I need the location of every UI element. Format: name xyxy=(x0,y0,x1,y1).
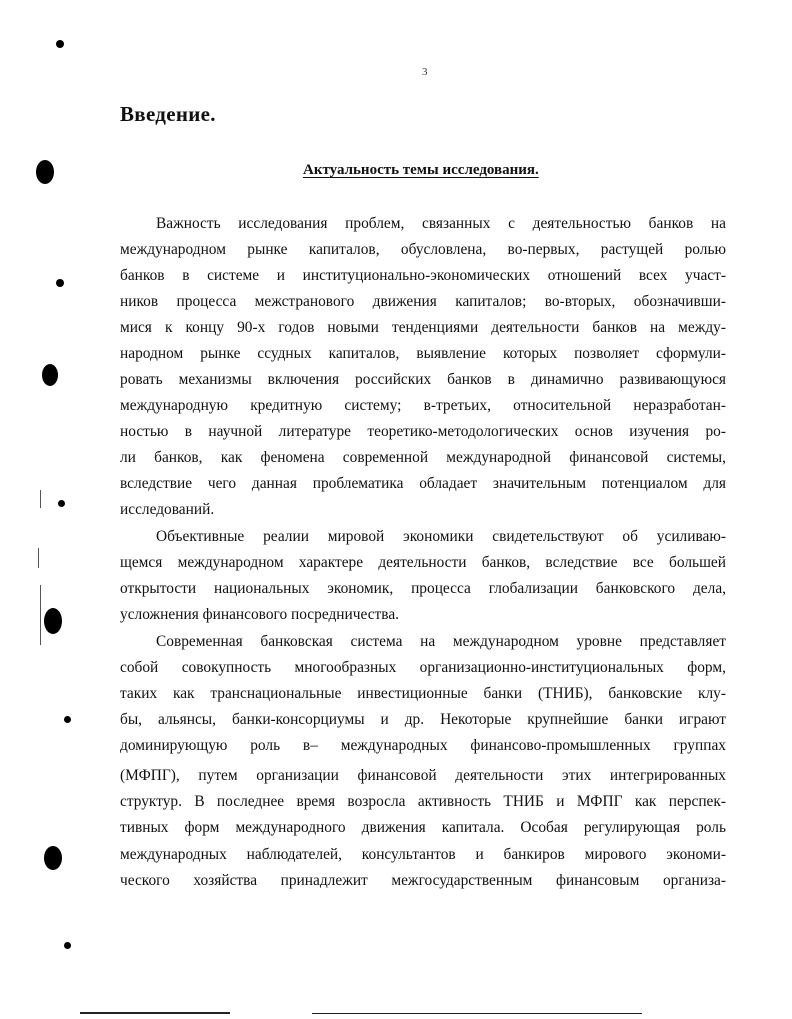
binder-hole-mark xyxy=(64,716,71,723)
bottom-scan-rule xyxy=(312,1013,642,1014)
section-subheading: Актуальность темы исследования. xyxy=(303,162,539,178)
body-line: исследований. xyxy=(120,501,215,518)
body-line: усложнения финансового посредничества. xyxy=(120,606,400,623)
binder-hole-mark xyxy=(56,40,64,48)
body-line: тивных форм международного движения капитала. Особая регулирующая роль xyxy=(120,819,726,836)
body-line: Современная банковская система на международном уровне представляет xyxy=(156,633,726,650)
body-line: ческого хозяйства принадлежит межгосударственным финансовым организа- xyxy=(120,872,726,889)
page-number: 3 xyxy=(422,66,428,78)
body-line: Важность исследования проблем, связанных с деятельностью банков на xyxy=(156,215,726,232)
binder-hole-mark xyxy=(56,279,64,287)
binder-hole-mark xyxy=(58,500,65,507)
body-line: (МФПГ), путем организации финансовой деятельности этих интегрированных xyxy=(120,767,726,784)
body-line: ли банков, как феномена современной международной финансовой системы, xyxy=(120,449,726,466)
body-line: бы, альянсы, банки-консорциумы и др. Некоторые крупнейшие банки играют xyxy=(120,711,726,728)
page-heading: Введение. xyxy=(120,102,216,126)
body-line: международную кредитную систему; в-третьих, относительной неразработан- xyxy=(120,397,726,414)
body-line: ников процесса межстранового движения капиталов; во-вторых, обозначивши- xyxy=(120,293,726,310)
body-line: народном рынке ссудных капиталов, выявление которых позволяет сформули- xyxy=(120,345,726,362)
scan-streak xyxy=(40,490,41,508)
bottom-scan-rule xyxy=(80,1012,230,1014)
body-line: ностью в научной литературе теоретико-методологических основ изучения ро- xyxy=(120,423,726,440)
body-line: ровать механизмы включения российских банков в динамично развивающуюся xyxy=(120,371,726,388)
body-line: мися к концу 90-х годов новыми тенденциями деятельности банков на между- xyxy=(120,319,726,336)
body-line: структур. В последнее время возросла активность ТНИБ и МФПГ как перспек- xyxy=(120,793,726,810)
body-line: таких как транснациональные инвестиционные банки (ТНИБ), банковские клу- xyxy=(120,685,726,702)
scan-streak xyxy=(40,585,41,645)
binder-hole-mark xyxy=(42,364,58,386)
body-line: собой совокупность многообразных организационно-институциональных форм, xyxy=(120,659,726,676)
body-line: Объективные реалии мировой экономики свидетельствуют об усиливаю- xyxy=(156,528,726,545)
body-line: международном рынке капиталов, обусловлена, во-первых, растущей ролью xyxy=(120,241,726,258)
body-line: щемся международном характере деятельности банков, вследствие все большей xyxy=(120,554,726,571)
binder-hole-mark xyxy=(36,160,54,184)
body-line: доминирующую роль в– международных финансово-промышленных группах xyxy=(120,737,726,754)
binder-hole-mark xyxy=(44,846,62,870)
body-line: открытости национальных экономик, процесса глобализации банковского дела, xyxy=(120,580,726,597)
body-line: вследствие чего данная проблематика обладает значительным потенциалом для xyxy=(120,475,726,492)
binder-hole-mark xyxy=(44,608,62,634)
body-line: международных наблюдателей, консультантов и банкиров мирового экономи- xyxy=(120,846,726,863)
body-line: банков в системе и институционально-экономических отношений всех участ- xyxy=(120,267,726,284)
scan-streak xyxy=(38,548,39,568)
binder-hole-mark xyxy=(64,942,71,949)
